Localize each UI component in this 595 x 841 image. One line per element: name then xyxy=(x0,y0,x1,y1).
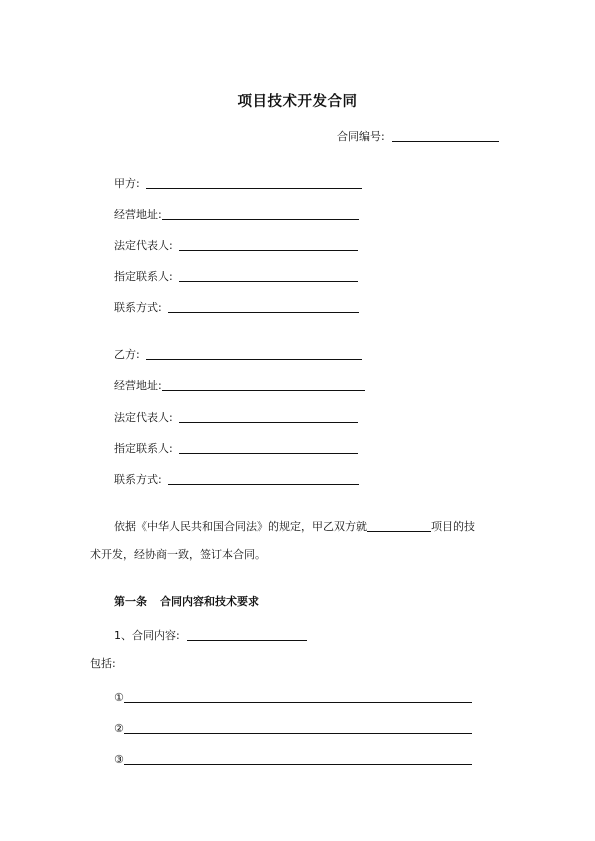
list-item-1 xyxy=(114,688,472,705)
contract-content-field[interactable] xyxy=(187,628,307,641)
article-1-title: 合同内容和技术要求 xyxy=(160,595,259,608)
party-a-contact-person-label: 指定联系人: xyxy=(114,270,173,283)
list-marker-1: ① xyxy=(114,691,124,704)
list-item-2 xyxy=(114,719,472,736)
list-item-3 xyxy=(114,750,472,767)
party-b-name-label: 乙方: xyxy=(114,348,140,361)
party-b-contact-person-field[interactable] xyxy=(179,441,358,454)
party-a-contact-person-field[interactable] xyxy=(179,269,358,282)
party-a-contact-person-row xyxy=(114,267,358,284)
party-b-contact-info-field[interactable] xyxy=(168,472,359,485)
party-b-contact-person-label: 指定联系人: xyxy=(114,442,173,455)
party-b-contact-info-row xyxy=(114,470,359,487)
list-item-1-field[interactable] xyxy=(124,690,472,703)
preamble-part-2: 项目的技 xyxy=(431,520,475,533)
contract-number-row xyxy=(337,127,499,144)
party-b-representative-label: 法定代表人: xyxy=(114,411,173,424)
project-name-field[interactable] xyxy=(367,519,431,532)
party-a-name-label: 甲方: xyxy=(114,177,140,190)
party-a-address-label: 经营地址: xyxy=(114,208,162,221)
article-1-number: 第一条 xyxy=(114,595,147,608)
party-b-representative-field[interactable] xyxy=(179,410,358,423)
list-item-3-field[interactable] xyxy=(124,752,472,765)
preamble-line-1 xyxy=(114,517,475,534)
document-title: 项目技术开发合同 xyxy=(237,94,358,110)
party-b-representative-row xyxy=(114,408,358,425)
party-b-contact-info-label: 联系方式: xyxy=(114,473,162,486)
preamble-line-2: 术开发，经协商一致，签订本合同。 xyxy=(90,548,266,561)
party-a-representative-row xyxy=(114,236,358,253)
party-a-name-field[interactable] xyxy=(146,176,362,189)
party-b-contact-person-row xyxy=(114,439,358,456)
list-marker-3: ③ xyxy=(114,753,124,766)
contract-content-label: 1、合同内容: xyxy=(114,629,180,642)
contract-number-field[interactable] xyxy=(392,129,499,142)
party-a-address-row xyxy=(114,205,359,222)
includes-label: 包括: xyxy=(90,657,116,670)
list-marker-2: ② xyxy=(114,722,124,735)
party-a-contact-info-field[interactable] xyxy=(168,300,359,313)
contract-content-row xyxy=(114,626,307,643)
contract-number-label: 合同编号: xyxy=(337,130,385,143)
party-b-address-row xyxy=(114,376,365,393)
party-b-name-row xyxy=(114,345,362,362)
party-a-representative-field[interactable] xyxy=(179,238,358,251)
preamble-part-1: 依据《中华人民共和国合同法》的规定，甲乙双方就 xyxy=(114,520,367,533)
party-a-address-field[interactable] xyxy=(162,207,359,220)
party-b-name-field[interactable] xyxy=(146,347,362,360)
article-1-heading xyxy=(114,595,259,609)
party-a-contact-info-row xyxy=(114,298,359,315)
party-a-contact-info-label: 联系方式: xyxy=(114,301,162,314)
party-b-address-label: 经营地址: xyxy=(114,379,162,392)
list-item-2-field[interactable] xyxy=(124,721,472,734)
party-a-name-row xyxy=(114,174,362,191)
party-a-representative-label: 法定代表人: xyxy=(114,239,173,252)
party-b-address-field[interactable] xyxy=(162,378,365,391)
